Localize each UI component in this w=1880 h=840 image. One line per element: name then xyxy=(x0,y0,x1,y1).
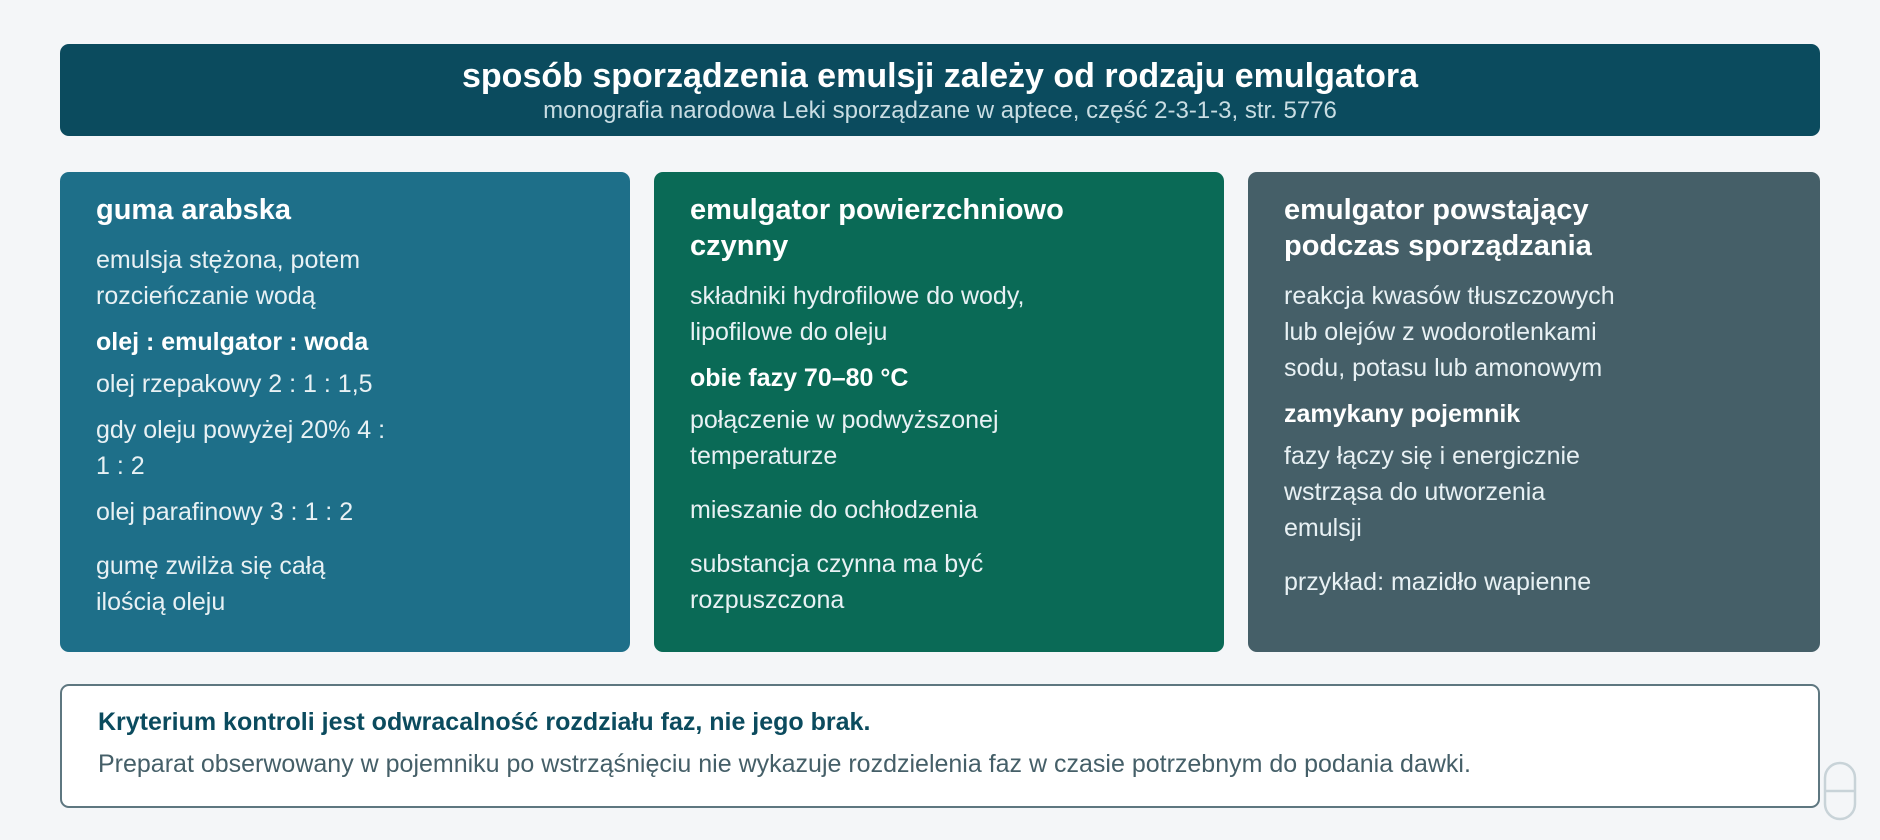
criterion-title: Kryterium kontroli jest odwracalność rozdziału faz, nie jego brak. xyxy=(98,708,871,736)
page-subtitle: monografia narodowa Leki sporządzane w aptece, część 2-3-1-3, str. 5776 xyxy=(543,97,1337,125)
capsule-icon xyxy=(1822,760,1858,822)
card-text: olej rzepakowy 2 : 1 : 1,5 xyxy=(96,370,373,398)
card-text: przykład: mazidło wapienne xyxy=(1284,568,1592,596)
page-title: sposób sporządzenia emulsji zależy od rodzaju emulgatora xyxy=(462,57,1418,95)
card-text: olej parafinowy 3 : 1 : 2 xyxy=(96,498,354,526)
card-gum-arabic xyxy=(60,172,630,652)
card-text: substancja czynna ma być rozpuszczona xyxy=(690,550,984,614)
card-in-situ-emulsifier xyxy=(1248,172,1820,652)
card-text: składniki hydrofilowe do wody, lipofilowe do oleju xyxy=(690,282,1025,346)
card-text: reakcja kwasów tłuszczowych lub olejów z wodorotlenkami sodu, potasu lub amonowym xyxy=(1284,282,1615,382)
control-criterion-box xyxy=(60,684,1820,808)
card-text: połączenie w podwyższonej temperaturze xyxy=(690,406,999,470)
card-title: emulgator powstający podczas sporządzania xyxy=(1284,194,1592,262)
criterion-text: Preparat obserwowany w pojemniku po wstrząśnięciu nie wykazuje rozdzielenia faz w czasie potrzebnym do podania dawki. xyxy=(98,750,1471,778)
card-text: gdy oleju powyżej 20% 4 : 1 : 2 xyxy=(96,416,386,480)
card-emphasis: olej : emulgator : woda xyxy=(96,328,369,356)
card-title: emulgator powierzchniowo czynny xyxy=(690,194,1064,262)
header-banner xyxy=(60,44,1820,136)
card-text: emulsja stężona, potem rozcieńczanie wodą xyxy=(96,246,361,310)
card-text: mieszanie do ochłodzenia xyxy=(690,496,978,524)
card-title: guma arabska xyxy=(96,194,292,226)
card-surfactant xyxy=(654,172,1224,652)
card-emphasis: obie fazy 70–80 °C xyxy=(690,364,909,392)
card-text: fazy łączy się i energicznie wstrząsa do utworzenia emulsji xyxy=(1284,442,1580,542)
card-text: gumę zwilża się całą ilością oleju xyxy=(96,552,326,616)
card-emphasis: zamykany pojemnik xyxy=(1284,400,1521,428)
